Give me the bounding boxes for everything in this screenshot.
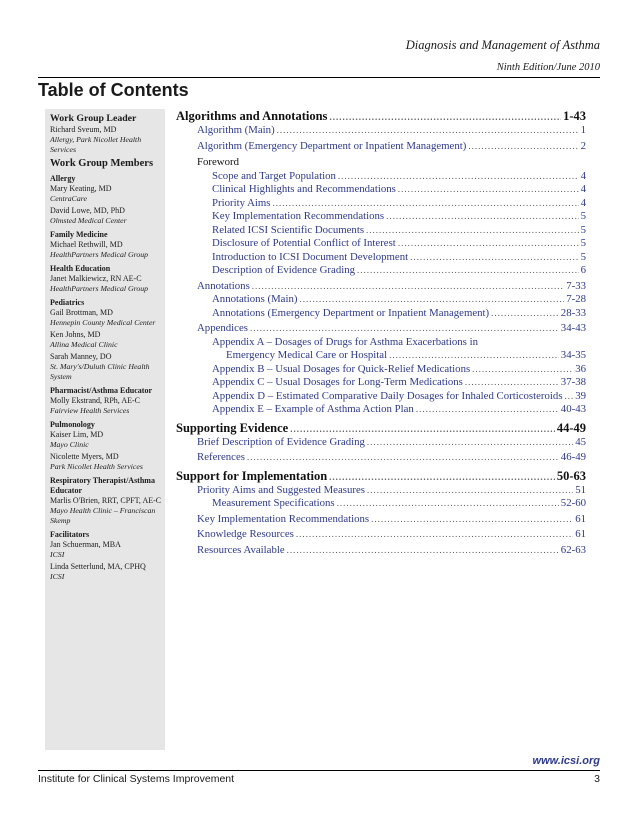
toc-entry-page: 34-35 [560, 349, 586, 361]
member [50, 184, 165, 204]
toc-entry-page: 28-33 [560, 306, 586, 319]
toc-entry[interactable] [176, 280, 586, 294]
member-org: ICSI [50, 572, 65, 581]
member [50, 206, 165, 226]
dot-leader [296, 528, 573, 542]
toc-entry-label: Scope and Target Population [212, 169, 336, 182]
toc-entry[interactable] [176, 484, 586, 498]
member-name: Janet Malkiewicz, RN AE-C [50, 274, 142, 283]
toc-entry-page: 7-33 [566, 279, 586, 292]
member [50, 308, 165, 328]
member [50, 352, 165, 382]
dot-leader [337, 497, 559, 511]
toc-entry-label: Appendix D – Estimated Comparative Daily Dosages for Inhaled Corticosteroids [212, 389, 563, 402]
member-org: Mayo Clinic [50, 440, 89, 449]
toc-entry[interactable] [176, 497, 586, 511]
toc-entry[interactable] [176, 403, 586, 417]
member-group [50, 530, 165, 582]
toc-entry-label: Key Implementation Recommendations [197, 512, 370, 525]
toc-entry-label: References [197, 451, 245, 463]
member-name: Linda Setterlund, MA, CPHQ [50, 562, 146, 571]
toc-entry-label: Support for Implementation [176, 468, 328, 483]
toc-entry-page: 46-49 [560, 451, 586, 463]
toc-entry-label: Disclosure of Potential Conflict of Interest [212, 237, 396, 249]
toc-entry-page: 51 [575, 483, 586, 496]
toc-entry-page: 52-60 [560, 497, 586, 509]
toc-entry-page: 6 [580, 264, 586, 276]
dot-leader [389, 349, 559, 363]
member-org: Mayo Health Clinic – Franciscan Skemp [50, 506, 156, 525]
toc-entry[interactable] [176, 124, 586, 138]
toc-entry-page: 1 [580, 124, 586, 136]
toc-entry-label: Annotations (Main) [212, 293, 298, 305]
toc-entry[interactable] [176, 170, 586, 184]
toc-entry-label: Algorithm (Main) [197, 124, 275, 136]
group-title: Pharmacist/Asthma Educator [50, 386, 152, 395]
group-title: Facilitators [50, 530, 90, 539]
dot-leader [299, 293, 564, 307]
dot-leader [290, 422, 555, 437]
leader-name: Richard Sveum, MD [50, 125, 117, 134]
toc-entry-label: Knowledge Resources [197, 528, 294, 540]
member [50, 240, 165, 260]
members-heading: Work Group Members [50, 158, 154, 169]
member-org: Allina Medical Clinic [50, 340, 118, 349]
toc-entry-page: 5 [580, 210, 586, 222]
toc-entry-label: Supporting Evidence [176, 420, 289, 435]
toc-entry[interactable] [176, 322, 586, 336]
toc-entry[interactable] [176, 210, 586, 224]
group-title: Family Medicine [50, 230, 108, 239]
toc-entry-page: 61 [575, 528, 586, 540]
toc-entry-label: Algorithm (Emergency Department or Inpatient Management) [197, 139, 467, 152]
member-name: Jan Schuerman, MBA [50, 540, 121, 549]
toc-entry-label: Priority Aims and Suggested Measures [197, 483, 365, 496]
toc-entry-page: 4 [580, 169, 586, 182]
toc-entry-label: Priority Aims [212, 196, 271, 209]
toc-entry-page: 34-43 [560, 322, 586, 334]
toc-entry[interactable] [176, 336, 586, 350]
member [50, 274, 165, 294]
toc-entry-page: 50-63 [556, 468, 586, 483]
dot-leader [416, 403, 559, 417]
toc-entry [176, 156, 586, 170]
toc-entry[interactable] [176, 363, 586, 377]
toc-entry-page: 44-49 [556, 420, 586, 435]
toc-entry[interactable] [176, 109, 586, 124]
toc-entry-label: Appendix E – Example of Asthma Action Plan [212, 403, 414, 415]
dot-leader [250, 322, 559, 336]
dot-leader [410, 251, 578, 265]
leader-org: Allergy, Park Nicollet Health Services [50, 135, 142, 154]
member-group [50, 264, 165, 294]
toc-entry[interactable] [176, 197, 586, 211]
member [50, 396, 165, 416]
dot-leader [398, 237, 579, 251]
toc-entry-label: Description of Evidence Grading [212, 264, 356, 276]
member-group [50, 230, 165, 260]
toc-entry-page: 2 [580, 139, 586, 152]
toc-entry-page: 61 [575, 512, 586, 525]
toc-entry[interactable] [176, 307, 586, 321]
toc-entry[interactable] [176, 544, 586, 558]
header-rule [38, 77, 600, 78]
member-name: Mary Keating, MD [50, 184, 112, 193]
toc-entry-label: Appendix A – Dosages of Drugs for Asthma Exacerbations in [212, 335, 478, 348]
member-org: ICSI [50, 550, 65, 559]
toc-entry-page: 4 [580, 183, 586, 195]
member-org: HealthPartners Medical Group [50, 250, 149, 259]
dot-leader [273, 197, 579, 211]
toc-entry[interactable] [176, 237, 586, 251]
toc-entry-label: Annotations [197, 279, 250, 292]
toc-entry[interactable] [176, 183, 586, 197]
dot-leader [252, 280, 564, 294]
toc-entry-label: Measurement Specifications [212, 497, 335, 509]
dot-leader [329, 110, 561, 125]
toc-entry-label: Key Implementation Recommendations [212, 210, 385, 222]
edition-label: Ninth Edition/June 2010 [496, 62, 600, 73]
member-group [50, 420, 165, 472]
member-name: David Lowe, MD, PhD [50, 206, 125, 215]
member-group [50, 298, 165, 382]
member [50, 540, 165, 560]
toc-entry-page: 5 [580, 237, 586, 249]
toc-entry[interactable] [176, 451, 586, 465]
toc-entry-label: Appendix C – Usual Dosages for Long-Term Medications [212, 376, 463, 388]
member-org: Park Nicollet Health Services [50, 462, 143, 471]
dot-leader [367, 484, 573, 498]
member-groups [50, 174, 165, 582]
toc-entry-page: 45 [575, 435, 586, 448]
toc-entry-page: 1-43 [563, 109, 586, 123]
toc-entry[interactable] [176, 293, 586, 307]
toc-entry[interactable] [176, 436, 586, 450]
member-name: Molly Ekstrand, RPh, AE-C [50, 396, 141, 405]
toc-entry-label: Resources Available [197, 543, 285, 556]
member-name: Michael Rethwill, MD [50, 240, 123, 249]
toc-entry-label: Introduction to ICSI Document Development [212, 250, 409, 263]
group-title: Health Education [50, 264, 111, 273]
dot-leader [367, 436, 573, 450]
dot-leader [465, 376, 559, 390]
member-name: Marlis O'Brien, RRT, CPFT, AE-C [50, 496, 162, 505]
toc-entry-label: Brief Description of Evidence Grading [197, 435, 365, 448]
toc-entry-label: Annotations (Emergency Department or Inpatient Management) [212, 306, 490, 319]
toc-entry[interactable] [176, 349, 586, 363]
toc-entry[interactable] [176, 390, 586, 404]
toc-entry-label: Appendix B – Usual Dosages for Quick-Relief Medications [212, 362, 471, 375]
dot-leader [565, 390, 574, 404]
toc-list [176, 109, 586, 557]
dot-leader [277, 124, 579, 138]
member-org: Fairview Health Services [50, 406, 130, 415]
page-number: 3 [594, 773, 600, 785]
dot-leader [386, 210, 578, 224]
dot-leader [287, 544, 559, 558]
toc-entry-page: 36 [575, 362, 586, 375]
member [50, 330, 165, 350]
work-group-leader [50, 113, 165, 155]
dot-leader [338, 170, 579, 184]
dot-leader [398, 183, 579, 197]
toc-entry-label: Emergency Medical Care or Hospital [226, 349, 388, 361]
leader-heading: Work Group Leader [50, 113, 137, 124]
website-link[interactable]: www.icsi.org [532, 755, 600, 767]
dot-leader [468, 140, 578, 154]
toc-entry[interactable] [176, 264, 586, 278]
dot-leader [371, 513, 573, 527]
document-title: Diagnosis and Management of Asthma [405, 38, 600, 52]
toc-entry[interactable] [176, 469, 586, 484]
toc-entry[interactable] [176, 528, 586, 542]
group-title: Allergy [50, 174, 76, 183]
member-group [50, 476, 165, 526]
dot-leader [357, 264, 579, 278]
member-org: CentraCare [50, 194, 87, 203]
footer-org: Institute for Clinical Systems Improvement [38, 773, 235, 785]
toc-entry-page: 62-63 [560, 543, 586, 556]
toc-entry[interactable] [176, 140, 586, 154]
toc-entry-label: Related ICSI Scientific Documents [212, 223, 365, 236]
toc-entry-label: Foreword [197, 156, 239, 168]
footer-rule [38, 770, 600, 771]
dot-leader [472, 363, 573, 377]
member-name: Gail Brottman, MD [50, 308, 113, 317]
member [50, 430, 165, 450]
member-name: Kaiser Lim, MD [50, 430, 104, 439]
member-org: Olmsted Medical Center [50, 216, 127, 225]
work-group-sidebar [45, 109, 165, 750]
member-name: Nicolette Myers, MD [50, 452, 119, 461]
dot-leader [329, 470, 555, 485]
dot-leader [366, 224, 579, 238]
member-org: HealthPartners Medical Group [50, 284, 149, 293]
member [50, 562, 165, 582]
member-name: Sarah Manney, DO [50, 352, 112, 361]
member-org: Hennepin County Medical Center [50, 318, 156, 327]
toc-entry-page: 40-43 [560, 403, 586, 415]
dot-leader [247, 451, 559, 465]
group-title: Respiratory Therapist/Asthma Educator [50, 476, 155, 495]
toc-entry-page: 39 [575, 389, 586, 402]
member-group [50, 174, 165, 226]
toc-entry-page: 37-38 [560, 376, 586, 388]
member-group [50, 386, 165, 416]
toc-entry-page: 5 [580, 223, 586, 236]
member-org: St. Mary's/Duluth Clinic Health System [50, 362, 150, 381]
toc-entry[interactable] [176, 251, 586, 265]
toc-entry[interactable] [176, 513, 586, 527]
member [50, 496, 165, 526]
page-title: Table of Contents [38, 80, 189, 100]
toc-entry[interactable] [176, 224, 586, 238]
toc-entry[interactable] [176, 421, 586, 436]
toc-entry-page: 4 [580, 196, 586, 209]
toc-entry-label: Clinical Highlights and Recommendations [212, 183, 396, 195]
member [50, 452, 165, 472]
group-title: Pediatrics [50, 298, 85, 307]
member-name: Ken Johns, MD [50, 330, 101, 339]
toc-entry-page: 7-28 [566, 293, 586, 305]
toc-entry-page: 5 [580, 250, 586, 263]
dot-leader [491, 307, 559, 321]
toc-entry[interactable] [176, 376, 586, 390]
toc-entry-label: Algorithms and Annotations [176, 109, 328, 123]
toc-entry-label: Appendices [197, 322, 248, 334]
group-title: Pulmonology [50, 420, 95, 429]
